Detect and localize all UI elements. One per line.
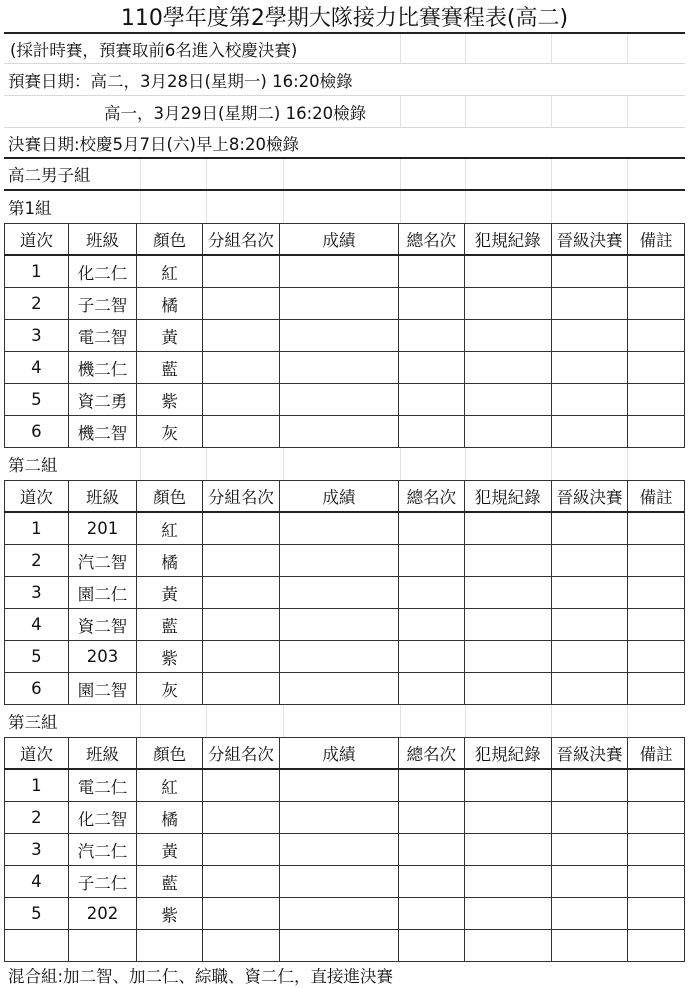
class-cell: 機二仁 xyxy=(68,352,137,384)
result-cell xyxy=(279,898,398,930)
column-header: 成績 xyxy=(279,224,398,256)
color-cell: 紅 xyxy=(137,769,203,802)
result-cell xyxy=(279,320,398,352)
advance-final-cell xyxy=(551,255,628,288)
overall-rank-cell xyxy=(399,288,465,320)
overall-rank-cell xyxy=(399,866,465,898)
prelim-row-1 xyxy=(4,64,685,96)
color-cell: 紅 xyxy=(137,255,203,288)
overall-rank-cell xyxy=(399,320,465,352)
foul-record-cell xyxy=(464,545,551,577)
class-cell: 子二仁 xyxy=(68,866,137,898)
groups-container xyxy=(4,191,685,962)
column-header: 備註 xyxy=(628,224,685,256)
column-header: 道次 xyxy=(5,738,69,770)
group-rank-cell xyxy=(203,930,280,962)
advance-final-cell xyxy=(551,802,628,834)
remarks-cell xyxy=(628,352,685,384)
group-rank-cell xyxy=(203,512,280,545)
table-row xyxy=(5,802,685,834)
group-rank-cell xyxy=(203,545,280,577)
foul-record-cell xyxy=(464,673,551,705)
column-header: 道次 xyxy=(5,481,69,513)
class-cell: 電二智 xyxy=(68,320,137,352)
remarks-cell xyxy=(628,834,685,866)
result-cell xyxy=(279,641,398,673)
group-rank-cell xyxy=(203,609,280,641)
group-rank-cell xyxy=(203,834,280,866)
color-cell xyxy=(137,930,203,962)
group-rank-cell xyxy=(203,384,280,416)
table-header-row xyxy=(5,738,685,770)
overall-rank-cell xyxy=(399,352,465,384)
result-cell xyxy=(279,609,398,641)
table-row xyxy=(5,577,685,609)
advance-final-cell xyxy=(551,673,628,705)
class-cell: 園二智 xyxy=(68,673,137,705)
foul-record-cell xyxy=(464,609,551,641)
remarks-cell xyxy=(628,898,685,930)
column-header: 成績 xyxy=(279,738,398,770)
result-cell xyxy=(279,802,398,834)
foul-record-cell xyxy=(464,898,551,930)
column-header: 班級 xyxy=(68,224,137,256)
lane-cell: 4 xyxy=(5,609,69,641)
color-cell: 藍 xyxy=(137,352,203,384)
column-header: 分組名次 xyxy=(203,481,280,513)
column-header: 犯規紀錄 xyxy=(464,481,551,513)
class-cell: 化二智 xyxy=(68,802,137,834)
class-cell: 資二智 xyxy=(68,609,137,641)
remarks-cell xyxy=(628,930,685,962)
column-header: 分組名次 xyxy=(203,224,280,256)
table-row xyxy=(5,288,685,320)
lane-cell: 3 xyxy=(5,320,69,352)
advance-final-cell xyxy=(551,512,628,545)
color-cell: 紅 xyxy=(137,512,203,545)
class-cell: 202 xyxy=(68,898,137,930)
class-cell: 資二勇 xyxy=(68,384,137,416)
foul-record-cell xyxy=(464,255,551,288)
class-cell: 化二仁 xyxy=(68,255,137,288)
advance-final-cell xyxy=(551,834,628,866)
remarks-cell xyxy=(628,641,685,673)
lane-cell xyxy=(5,930,69,962)
overall-rank-cell xyxy=(399,673,465,705)
column-header: 總名次 xyxy=(399,224,465,256)
foul-record-cell xyxy=(464,866,551,898)
remarks-cell xyxy=(628,609,685,641)
table-row xyxy=(5,641,685,673)
group-table xyxy=(4,223,685,448)
table-row xyxy=(5,416,685,448)
table-row xyxy=(5,834,685,866)
advance-final-cell xyxy=(551,545,628,577)
advance-final-cell xyxy=(551,898,628,930)
column-header: 顏色 xyxy=(137,738,203,770)
table-row xyxy=(5,255,685,288)
overall-rank-cell xyxy=(399,641,465,673)
lane-cell: 1 xyxy=(5,769,69,802)
remarks-cell xyxy=(628,802,685,834)
class-cell: 園二仁 xyxy=(68,577,137,609)
advance-final-cell xyxy=(551,416,628,448)
column-header: 成績 xyxy=(279,481,398,513)
table-header-row xyxy=(5,224,685,256)
advance-final-cell xyxy=(551,609,628,641)
overall-rank-cell xyxy=(399,577,465,609)
group-rank-cell xyxy=(203,802,280,834)
remarks-cell xyxy=(628,384,685,416)
lane-cell: 4 xyxy=(5,866,69,898)
foul-record-cell xyxy=(464,416,551,448)
advance-final-cell xyxy=(551,577,628,609)
foul-record-cell xyxy=(464,577,551,609)
color-cell: 黃 xyxy=(137,320,203,352)
color-cell: 橘 xyxy=(137,802,203,834)
foul-record-cell xyxy=(464,930,551,962)
remarks-cell xyxy=(628,416,685,448)
color-cell: 紫 xyxy=(137,898,203,930)
remarks-cell xyxy=(628,288,685,320)
remarks-cell xyxy=(628,673,685,705)
color-cell: 灰 xyxy=(137,673,203,705)
advance-final-cell xyxy=(551,352,628,384)
overall-rank-cell xyxy=(399,416,465,448)
overall-rank-cell xyxy=(399,512,465,545)
foul-record-cell xyxy=(464,384,551,416)
column-header: 總名次 xyxy=(399,738,465,770)
table-row xyxy=(5,930,685,962)
table-row xyxy=(5,320,685,352)
result-cell xyxy=(279,769,398,802)
group-rank-cell xyxy=(203,641,280,673)
final-date: 決賽日期:校慶5月7日(六)早上8:20檢錄 xyxy=(8,134,299,154)
remarks-cell xyxy=(628,866,685,898)
division-row xyxy=(4,159,685,191)
group-table xyxy=(4,737,685,962)
column-header: 班級 xyxy=(68,481,137,513)
column-header: 備註 xyxy=(628,481,685,513)
overall-rank-cell xyxy=(399,384,465,416)
lane-cell: 1 xyxy=(5,255,69,288)
table-row xyxy=(5,866,685,898)
lane-cell: 2 xyxy=(5,288,69,320)
title-row xyxy=(4,0,685,34)
foul-record-cell xyxy=(464,320,551,352)
division-label: 高二男子組 xyxy=(8,166,91,185)
lane-cell: 6 xyxy=(5,416,69,448)
foul-record-cell xyxy=(464,288,551,320)
group-table xyxy=(4,480,685,705)
competition-note: (採計時賽，預賽取前6名進入校慶決賽) xyxy=(10,40,298,60)
result-cell xyxy=(279,416,398,448)
remarks-cell xyxy=(628,320,685,352)
remarks-cell xyxy=(628,255,685,288)
overall-rank-cell xyxy=(399,802,465,834)
table-row xyxy=(5,545,685,577)
column-header: 道次 xyxy=(5,224,69,256)
footer-row xyxy=(4,962,685,988)
class-cell: 機二智 xyxy=(68,416,137,448)
group-label-row xyxy=(4,191,685,223)
class-cell: 汽二智 xyxy=(68,545,137,577)
lane-cell: 1 xyxy=(5,512,69,545)
column-header: 顏色 xyxy=(137,481,203,513)
prelim-date-senior: 預賽日期：高二，3月28日(星期一) 16:20檢錄 xyxy=(8,71,353,91)
result-cell xyxy=(279,512,398,545)
result-cell xyxy=(279,673,398,705)
result-cell xyxy=(279,834,398,866)
group-rank-cell xyxy=(203,320,280,352)
foul-record-cell xyxy=(464,352,551,384)
group-rank-cell xyxy=(203,416,280,448)
result-cell xyxy=(279,545,398,577)
result-cell xyxy=(279,384,398,416)
group-rank-cell xyxy=(203,352,280,384)
table-row xyxy=(5,898,685,930)
column-header: 晉級決賽 xyxy=(551,224,628,256)
result-cell xyxy=(279,255,398,288)
note-row xyxy=(4,34,685,64)
group-rank-cell xyxy=(203,769,280,802)
column-header: 分組名次 xyxy=(203,738,280,770)
group-label-row xyxy=(4,448,685,480)
group-rank-cell xyxy=(203,673,280,705)
remarks-cell xyxy=(628,545,685,577)
group-rank-cell xyxy=(203,866,280,898)
advance-final-cell xyxy=(551,930,628,962)
color-cell: 黃 xyxy=(137,834,203,866)
remarks-cell xyxy=(628,512,685,545)
lane-cell: 5 xyxy=(5,898,69,930)
advance-final-cell xyxy=(551,769,628,802)
advance-final-cell xyxy=(551,866,628,898)
lane-cell: 6 xyxy=(5,673,69,705)
overall-rank-cell xyxy=(399,255,465,288)
column-header: 顏色 xyxy=(137,224,203,256)
column-header: 晉級決賽 xyxy=(551,738,628,770)
lane-cell: 2 xyxy=(5,545,69,577)
table-row xyxy=(5,769,685,802)
column-header: 備註 xyxy=(628,738,685,770)
table-row xyxy=(5,352,685,384)
table-row xyxy=(5,609,685,641)
color-cell: 紫 xyxy=(137,384,203,416)
overall-rank-cell xyxy=(399,898,465,930)
foul-record-cell xyxy=(464,512,551,545)
result-cell xyxy=(279,930,398,962)
overall-rank-cell xyxy=(399,769,465,802)
foul-record-cell xyxy=(464,802,551,834)
color-cell: 紫 xyxy=(137,641,203,673)
lane-cell: 2 xyxy=(5,802,69,834)
table-row xyxy=(5,673,685,705)
result-cell xyxy=(279,352,398,384)
column-header: 犯規紀錄 xyxy=(464,224,551,256)
remarks-cell xyxy=(628,769,685,802)
foul-record-cell xyxy=(464,641,551,673)
result-cell xyxy=(279,288,398,320)
group-rank-cell xyxy=(203,898,280,930)
foul-record-cell xyxy=(464,769,551,802)
advance-final-cell xyxy=(551,384,628,416)
lane-cell: 3 xyxy=(5,834,69,866)
overall-rank-cell xyxy=(399,609,465,641)
lane-cell: 5 xyxy=(5,641,69,673)
color-cell: 藍 xyxy=(137,866,203,898)
lane-cell: 4 xyxy=(5,352,69,384)
overall-rank-cell xyxy=(399,930,465,962)
overall-rank-cell xyxy=(399,545,465,577)
table-row xyxy=(5,512,685,545)
column-header: 犯規紀錄 xyxy=(464,738,551,770)
group-rank-cell xyxy=(203,288,280,320)
color-cell: 橘 xyxy=(137,288,203,320)
result-cell xyxy=(279,577,398,609)
advance-final-cell xyxy=(551,641,628,673)
class-cell xyxy=(68,930,137,962)
result-cell xyxy=(279,866,398,898)
final-row xyxy=(4,128,685,159)
group-name: 第二組 xyxy=(8,456,58,475)
column-header: 晉級決賽 xyxy=(551,481,628,513)
group-name: 第1組 xyxy=(8,199,52,218)
column-header: 總名次 xyxy=(399,481,465,513)
class-cell: 電二仁 xyxy=(68,769,137,802)
lane-cell: 3 xyxy=(5,577,69,609)
color-cell: 灰 xyxy=(137,416,203,448)
class-cell: 汽二仁 xyxy=(68,834,137,866)
prelim-row-2 xyxy=(4,96,685,128)
class-cell: 203 xyxy=(68,641,137,673)
color-cell: 黃 xyxy=(137,577,203,609)
overall-rank-cell xyxy=(399,834,465,866)
table-row xyxy=(5,384,685,416)
class-cell: 201 xyxy=(68,512,137,545)
table-header-row xyxy=(5,481,685,513)
advance-final-cell xyxy=(551,320,628,352)
color-cell: 藍 xyxy=(137,609,203,641)
remarks-cell xyxy=(628,577,685,609)
prelim-date-junior: 高一，3月29日(星期二) 16:20檢錄 xyxy=(104,103,367,123)
group-rank-cell xyxy=(203,577,280,609)
color-cell: 橘 xyxy=(137,545,203,577)
schedule-sheet xyxy=(4,0,685,988)
foul-record-cell xyxy=(464,834,551,866)
mixed-group-note: 混合組:加二智、加二仁、綜職、資二仁，直接進決賽 xyxy=(8,967,394,986)
lane-cell: 5 xyxy=(5,384,69,416)
advance-final-cell xyxy=(551,288,628,320)
group-rank-cell xyxy=(203,255,280,288)
group-name: 第三組 xyxy=(8,713,58,732)
group-label-row xyxy=(4,705,685,737)
page-title: 110學年度第2學期大隊接力比賽賽程表(高二) xyxy=(120,5,569,31)
column-header: 班級 xyxy=(68,738,137,770)
class-cell: 子二智 xyxy=(68,288,137,320)
